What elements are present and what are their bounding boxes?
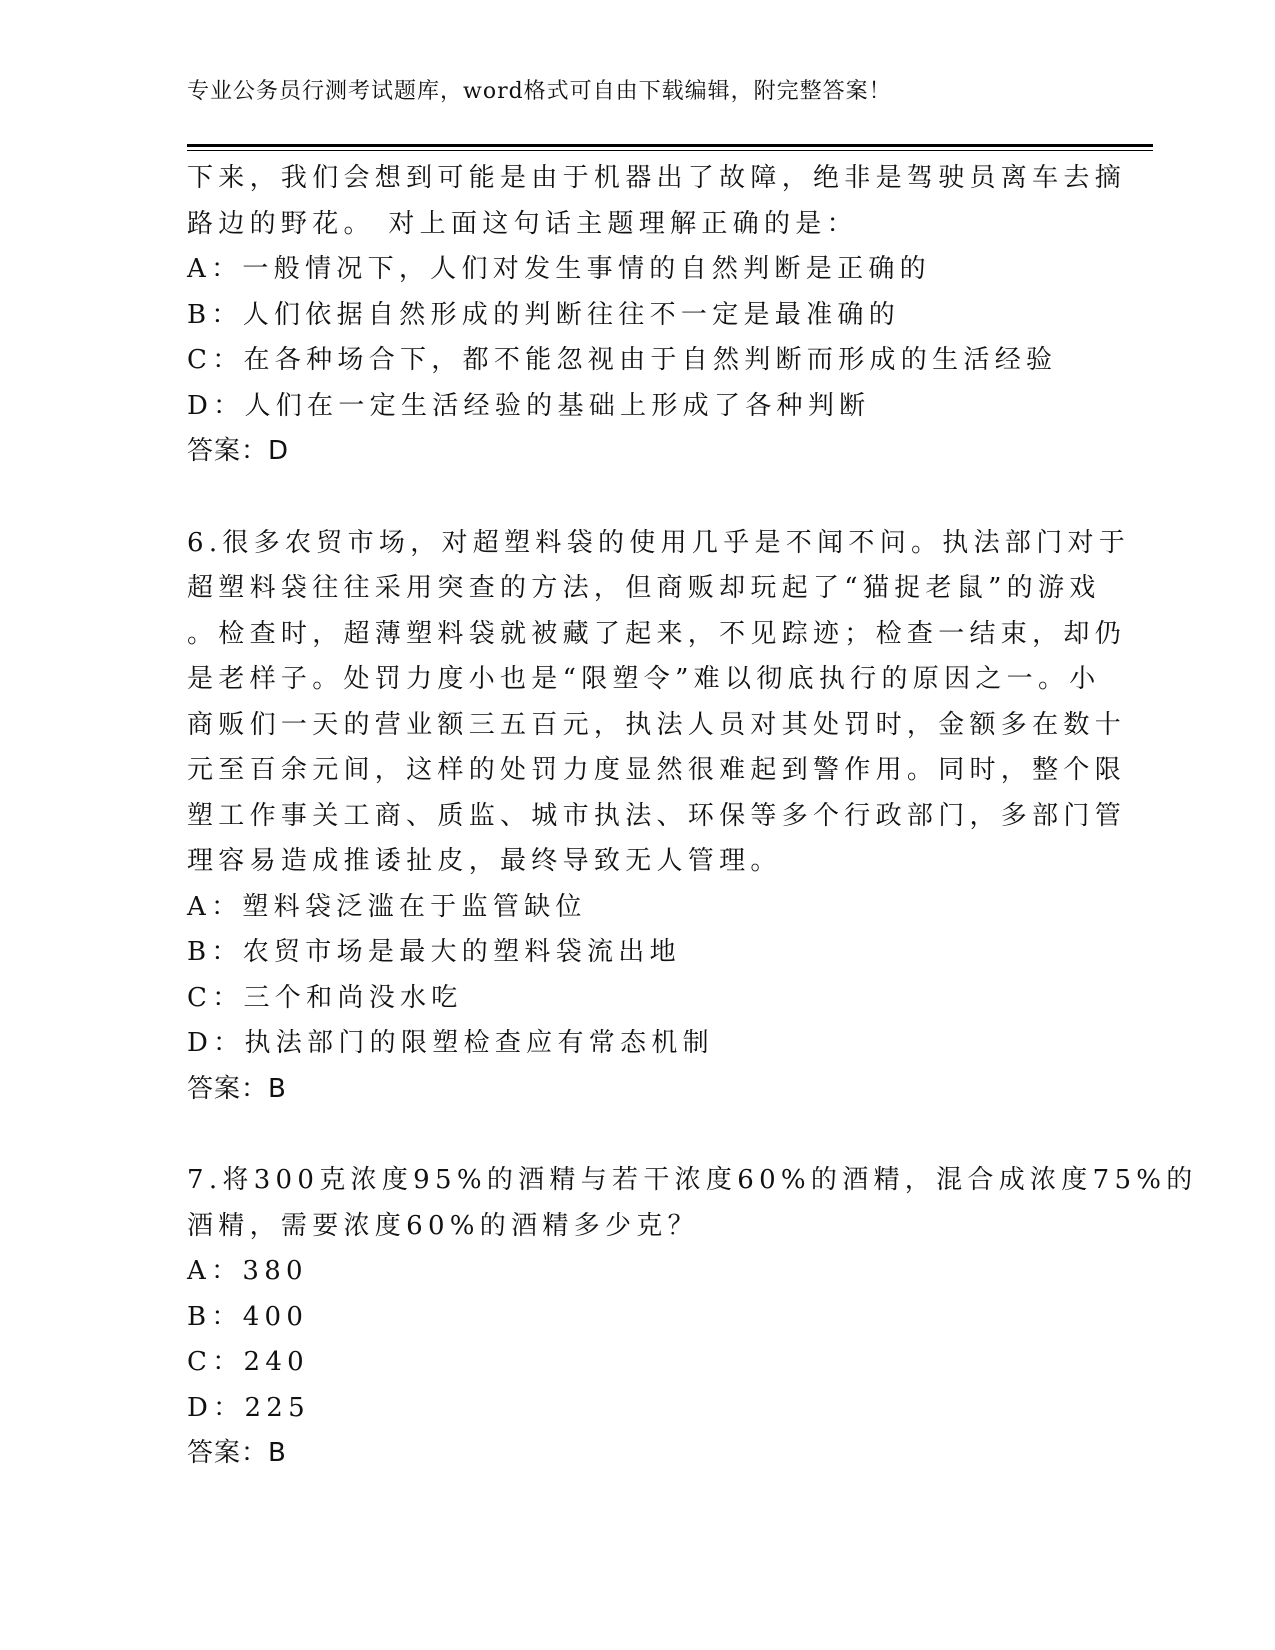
question-7 (187, 1158, 1198, 1477)
question-stem-line: 下来，我们会想到可能是由于机器出了故障，绝非是驾驶员离车去摘 (187, 163, 1127, 193)
option-a: A：一般情况下，人们对发生事情的自然判断是正确的 (187, 254, 931, 284)
question-stem-line: 理容易造成推诿扯皮，最终导致无人管理。 (187, 846, 782, 876)
header-rule-thin (187, 150, 1153, 151)
header-rule-thick (187, 144, 1153, 147)
question-stem-line: 元至百余元间，这样的处罚力度显然很难起到警作用。同时，整个限 (187, 755, 1127, 785)
option-d: D：225 (187, 1392, 310, 1423)
answer: 答案：B (187, 1438, 287, 1468)
option-c: C：240 (187, 1347, 310, 1377)
question-content (187, 156, 1198, 1477)
question-stem-line: 7.将300克浓度95%的酒精与若干浓度60%的酒精，混合成浓度75%的 (187, 1165, 1198, 1195)
option-b: B：400 (187, 1301, 309, 1332)
question-stem-line: 路边的野花。 对上面这句话主题理解正确的是： (187, 208, 858, 239)
spacer (187, 1112, 1057, 1158)
question-5 (187, 156, 1127, 475)
question-stem-line: 6.很多农贸市场，对超塑料袋的使用几乎是不闻不问。执法部门对于 (187, 527, 1131, 558)
question-stem-line: 是老样子。处罚力度小也是“限塑令”难以彻底执行的原因之一。小 (187, 664, 1101, 694)
option-d: D：人们在一定生活经验的基础上形成了各种判断 (187, 390, 871, 421)
option-b: B：人们依据自然形成的判断往往不一定是最准确的 (187, 299, 901, 330)
question-stem-line: 超塑料袋往往采用突查的方法，但商贩却玩起了“猫捉老鼠”的游戏 (187, 573, 1101, 603)
option-c: C：在各种场合下，都不能忽视由于自然判断而形成的生活经验 (187, 345, 1058, 375)
question-stem-line: 塑工作事关工商、质监、城市执法、环保等多个行政部门，多部门管 (187, 800, 1127, 831)
option-a: A：塑料袋泛滥在于监管缺位 (187, 891, 587, 922)
question-stem-line: 。检查时，超薄塑料袋就被藏了起来，不见踪迹；检查一结束，却仍 (187, 618, 1127, 649)
question-stem-line: 酒精，需要浓度60%的酒精多少克？ (187, 1210, 699, 1241)
question-6 (187, 521, 1131, 1113)
answer: 答案：D (187, 436, 290, 466)
option-d: D：执法部门的限塑检查应有常态机制 (187, 1028, 714, 1058)
option-a: A：380 (187, 1256, 308, 1286)
option-b: B：农贸市场是最大的塑料袋流出地 (187, 937, 681, 967)
page-header: 专业公务员行测考试题库，word格式可自由下载编辑，附完整答案！ (187, 79, 892, 104)
answer: 答案：B (187, 1073, 287, 1104)
spacer (187, 475, 1057, 521)
question-stem-line: 商贩们一天的营业额三五百元，执法人员对其处罚时，金额多在数十 (187, 709, 1127, 740)
option-c: C：三个和尚没水吃 (187, 982, 463, 1013)
